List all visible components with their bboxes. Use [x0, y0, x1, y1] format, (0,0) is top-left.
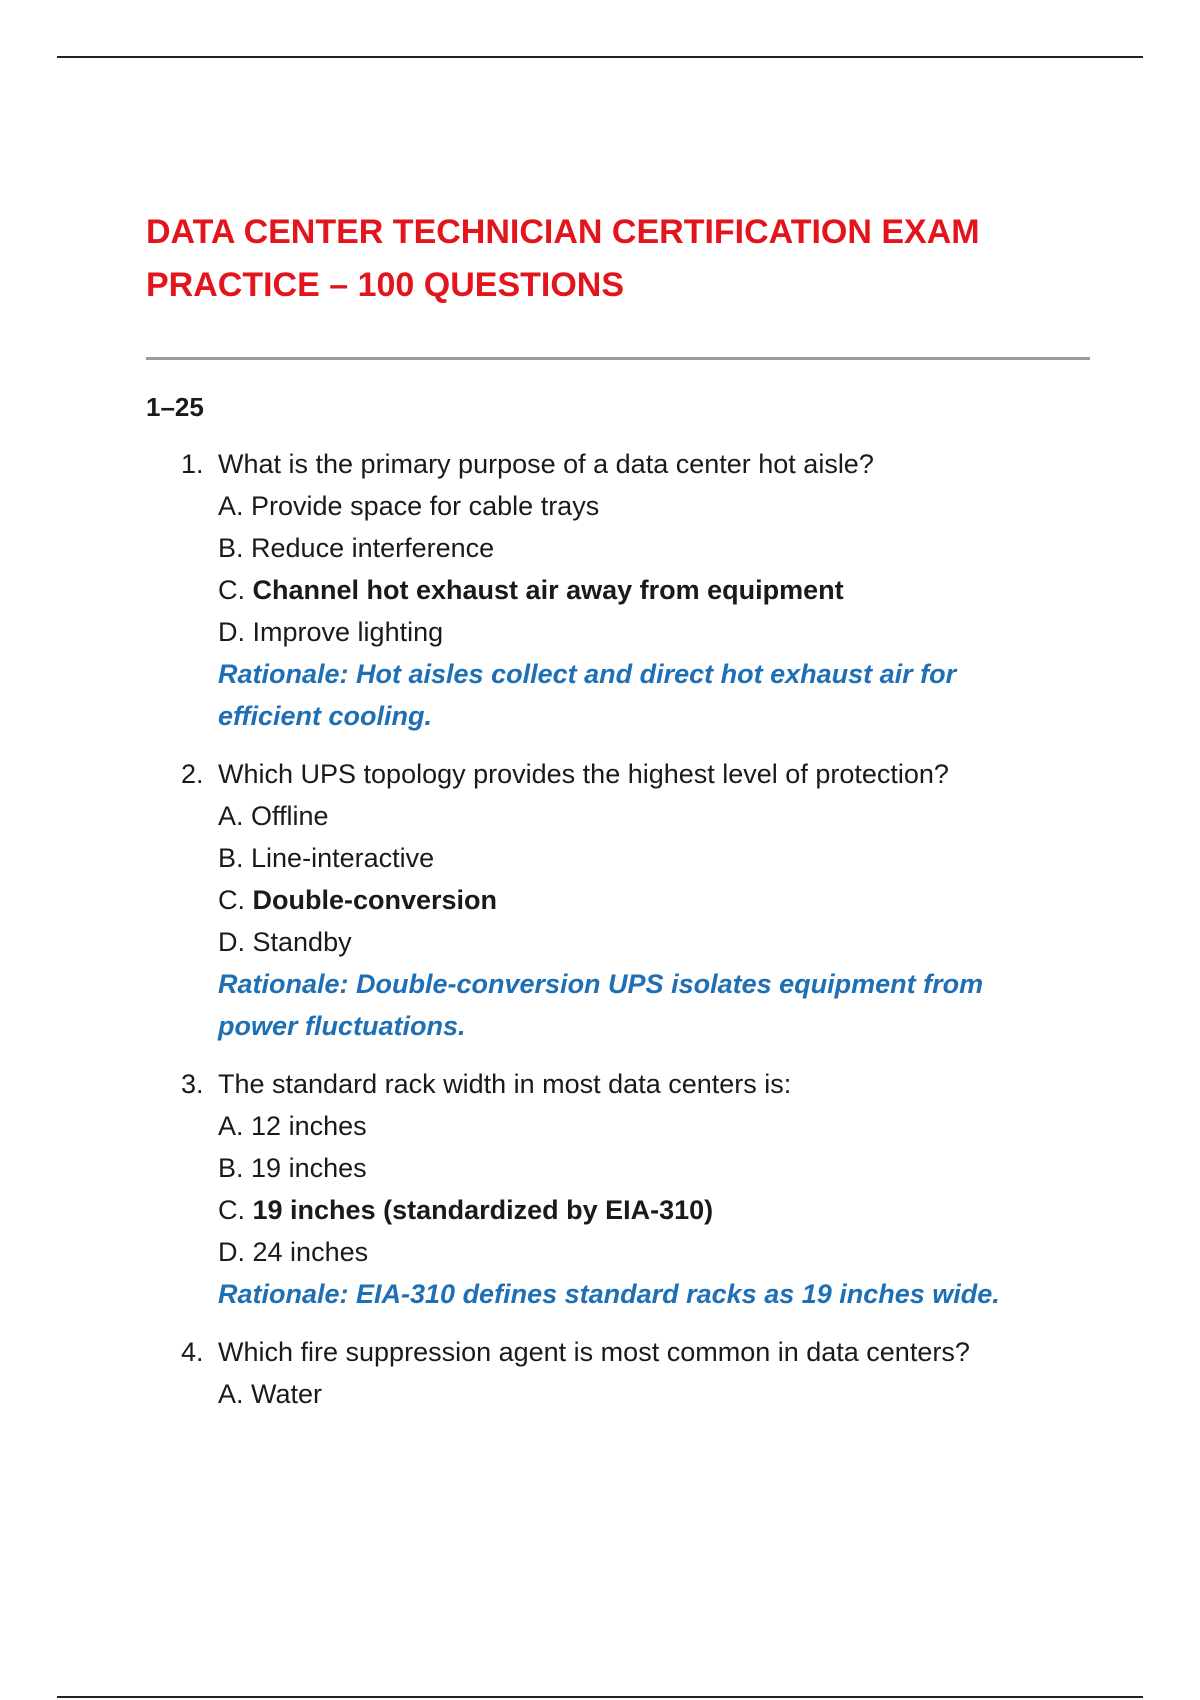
section-label: 1–25: [146, 392, 204, 422]
option-letter: A.: [218, 801, 244, 831]
question-number: 4.: [181, 1337, 204, 1367]
question-text: Which fire suppression agent is most common in data centers?: [218, 1337, 970, 1367]
option-text: Line-interactive: [251, 843, 435, 873]
question-1: [0, 443, 1200, 737]
question-text: The standard rack width in most data centers is:: [218, 1069, 792, 1099]
option-letter: D.: [218, 1237, 245, 1267]
option-letter: C.: [218, 1195, 245, 1225]
rationale-line: efficient cooling.: [218, 701, 433, 731]
rationale-line: Rationale: Double-conversion UPS isolates equipment from: [218, 969, 984, 999]
option-letter: B.: [218, 533, 244, 563]
option-d: [0, 1231, 1200, 1273]
option-text: 19 inches: [251, 1153, 367, 1183]
correct-answer-text: Channel hot exhaust air away from equipment: [252, 575, 844, 605]
question-2: [0, 753, 1200, 1047]
rationale: [0, 653, 1018, 737]
option-a: [0, 485, 1200, 527]
question-list: [0, 443, 1200, 1431]
question-number: 1.: [181, 449, 204, 479]
option-c-correct: [0, 879, 1200, 921]
question-text: Which UPS topology provides the highest level of protection?: [218, 759, 949, 789]
document-title-line-2: PRACTICE – 100 QUESTIONS: [146, 266, 625, 304]
question-text: What is the primary purpose of a data center hot aisle?: [218, 449, 874, 479]
option-a: [0, 1105, 1200, 1147]
correct-answer-text: Double-conversion: [252, 885, 498, 915]
footer-rule: [57, 1696, 1143, 1698]
option-text: 12 inches: [251, 1111, 367, 1141]
rationale-line: Rationale: EIA-310 defines standard racks as 19 inches wide.: [218, 1279, 1000, 1309]
rationale: [0, 963, 1018, 1047]
option-letter: D.: [218, 927, 245, 957]
option-text: Offline: [251, 801, 329, 831]
option-text: Standby: [252, 927, 352, 957]
option-a: [0, 795, 1200, 837]
option-b: [0, 837, 1200, 879]
question-4-prompt: [0, 1331, 1200, 1373]
header-rule: [57, 56, 1143, 58]
correct-answer-text: 19 inches (standardized by EIA-310): [252, 1195, 714, 1225]
option-b: [0, 527, 1200, 569]
question-3-prompt: [0, 1063, 1200, 1105]
option-letter: C.: [218, 885, 245, 915]
option-letter: B.: [218, 843, 244, 873]
rationale-line: power fluctuations.: [218, 1011, 466, 1041]
option-text: Improve lighting: [252, 617, 444, 647]
question-2-prompt: [0, 753, 1200, 795]
option-letter: D.: [218, 617, 245, 647]
option-d: [0, 921, 1200, 963]
question-number: 3.: [181, 1069, 204, 1099]
option-text: Reduce interference: [251, 533, 495, 563]
option-c-correct: [0, 1189, 1200, 1231]
option-c-correct: [0, 569, 1200, 611]
question-number: 2.: [181, 759, 204, 789]
option-letter: A.: [218, 1111, 244, 1141]
option-letter: B.: [218, 1153, 244, 1183]
option-text: 24 inches: [252, 1237, 369, 1267]
option-a: [0, 1373, 1200, 1415]
option-text: Provide space for cable trays: [251, 491, 600, 521]
question-4: [0, 1331, 1200, 1415]
document-title: [146, 206, 1106, 312]
option-letter: A.: [218, 491, 244, 521]
question-3: [0, 1063, 1200, 1315]
question-1-prompt: [0, 443, 1200, 485]
rationale: [0, 1273, 1018, 1315]
option-d: [0, 611, 1200, 653]
title-divider: [146, 357, 1090, 360]
document-title-line-1: DATA CENTER TECHNICIAN CERTIFICATION EXAM: [146, 213, 980, 251]
option-b: [0, 1147, 1200, 1189]
option-text: Water: [251, 1379, 323, 1409]
option-letter: C.: [218, 575, 245, 605]
rationale-line: Rationale: Hot aisles collect and direct hot exhaust air for: [218, 659, 957, 689]
option-letter: A.: [218, 1379, 244, 1409]
